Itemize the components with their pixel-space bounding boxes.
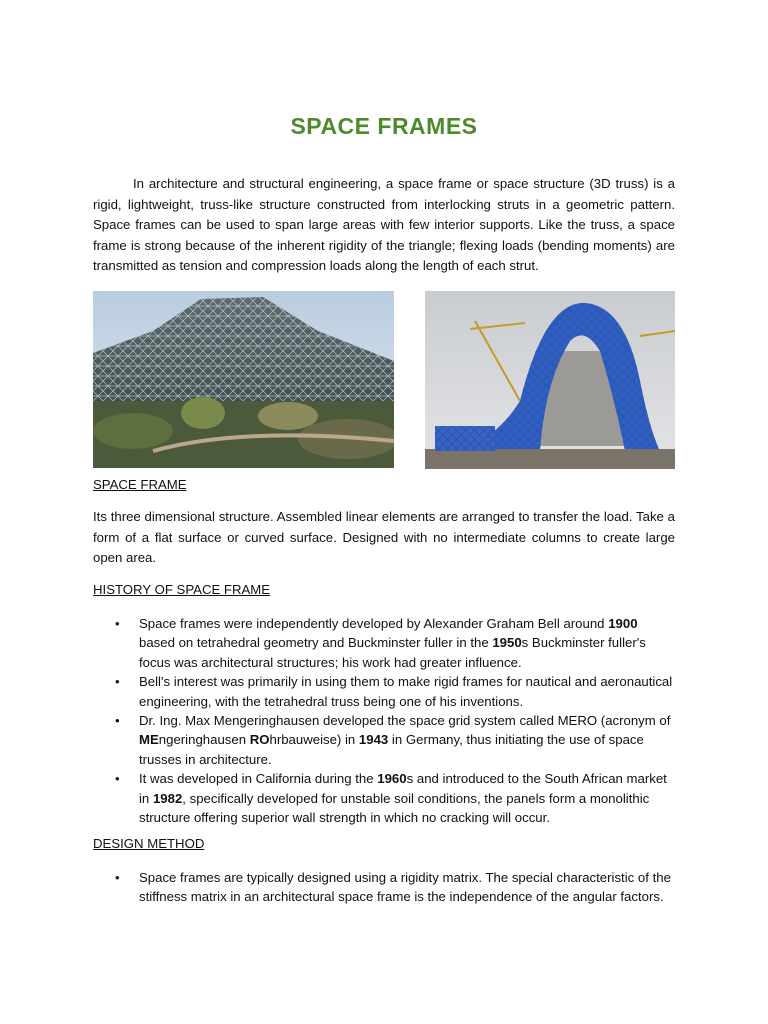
section-heading-history: HISTORY OF SPACE FRAME	[93, 582, 271, 597]
list-item-text: Dr. Ing. Max Mengeringhausen developed the space grid system called MERO (acronym of	[139, 713, 671, 729]
list-item	[93, 614, 675, 672]
glass-pyramid-photo	[93, 291, 394, 468]
list-item-text: hrbauweise) in	[269, 732, 359, 748]
bullet-icon: •	[115, 616, 120, 631]
list-item	[93, 711, 675, 769]
bullet-icon: •	[115, 713, 120, 729]
list-item-bold: 1960	[377, 771, 407, 787]
bullet-icon: •	[115, 674, 120, 690]
list-item-text: in Germany, thus initiating the use of space trusses in architecture.	[139, 732, 644, 767]
design-list	[93, 868, 675, 907]
list-item	[93, 769, 675, 827]
history-list	[93, 614, 675, 827]
section-heading-design-method: DESIGN METHOD	[93, 836, 205, 851]
bullet-icon: •	[115, 870, 120, 885]
list-item-text: ngeringhausen	[158, 732, 250, 748]
list-item-bold: 1900	[608, 616, 638, 631]
space-frame-paragraph: Its three dimensional structure. Assembled linear elements are arranged to transfer the load. Take a form of a flat surface or curved surface. Designed with no intermediate columns to create large open area.	[93, 509, 675, 566]
list-item-text: based on tetrahedral geometry and Buckminster fuller in the	[139, 635, 493, 651]
list-item-bold: 1950	[492, 635, 522, 651]
page-title: SPACE FRAMES	[290, 113, 478, 139]
intro-text: In architecture and structural engineering, a space frame or space structure (3D truss) is a rigid, lightweight, truss-like structure constructed from interlocking struts in a geometric pattern. Space frames can be used to span large areas with few interior supports. Like the truss, a space frame is strong because of the inherent rigidity of the triangle; flexing loads (bending moments) are transmitted as tension and compression loads along the length of each strut.	[93, 176, 675, 274]
list-item-bold: ME	[139, 732, 159, 748]
list-item-text: Space frames are typically designed using a rigidity matrix. The special characteristic of the stiffness matrix in an architectural space frame is the independence of the angular factors.	[139, 870, 671, 905]
list-item-text: It was developed in California during the	[139, 771, 378, 787]
list-item-bold: 1982	[152, 790, 183, 806]
section-heading-space-frame: SPACE FRAME	[93, 477, 187, 492]
list-item-text: Bell's interest was primarily in using them to make rigid frames for nautical and aeronautical engineering, with the tetrahedral truss being one of his inventions.	[139, 674, 673, 709]
list-item-text: s Buckminster fuller's focus was architectural structures; his work had greater influence.	[139, 635, 646, 670]
list-item-bold: 1943	[358, 732, 389, 748]
curved-space-frame-photo	[425, 291, 675, 469]
list-item-text: , specifically developed for unstable soil conditions, the panels form a monolithic structure offering superior wall strength in which no cracking will occur.	[139, 790, 650, 826]
intro-paragraph	[93, 174, 675, 277]
list-item	[93, 868, 675, 907]
list-item-text: Space frames were independently developed by Alexander Graham Bell around	[139, 616, 609, 631]
bullet-icon: •	[115, 771, 120, 787]
list-item-text: s and introduced to the South African market in	[139, 771, 667, 806]
list-item-bold: RO	[249, 732, 270, 748]
list-item	[93, 672, 675, 711]
